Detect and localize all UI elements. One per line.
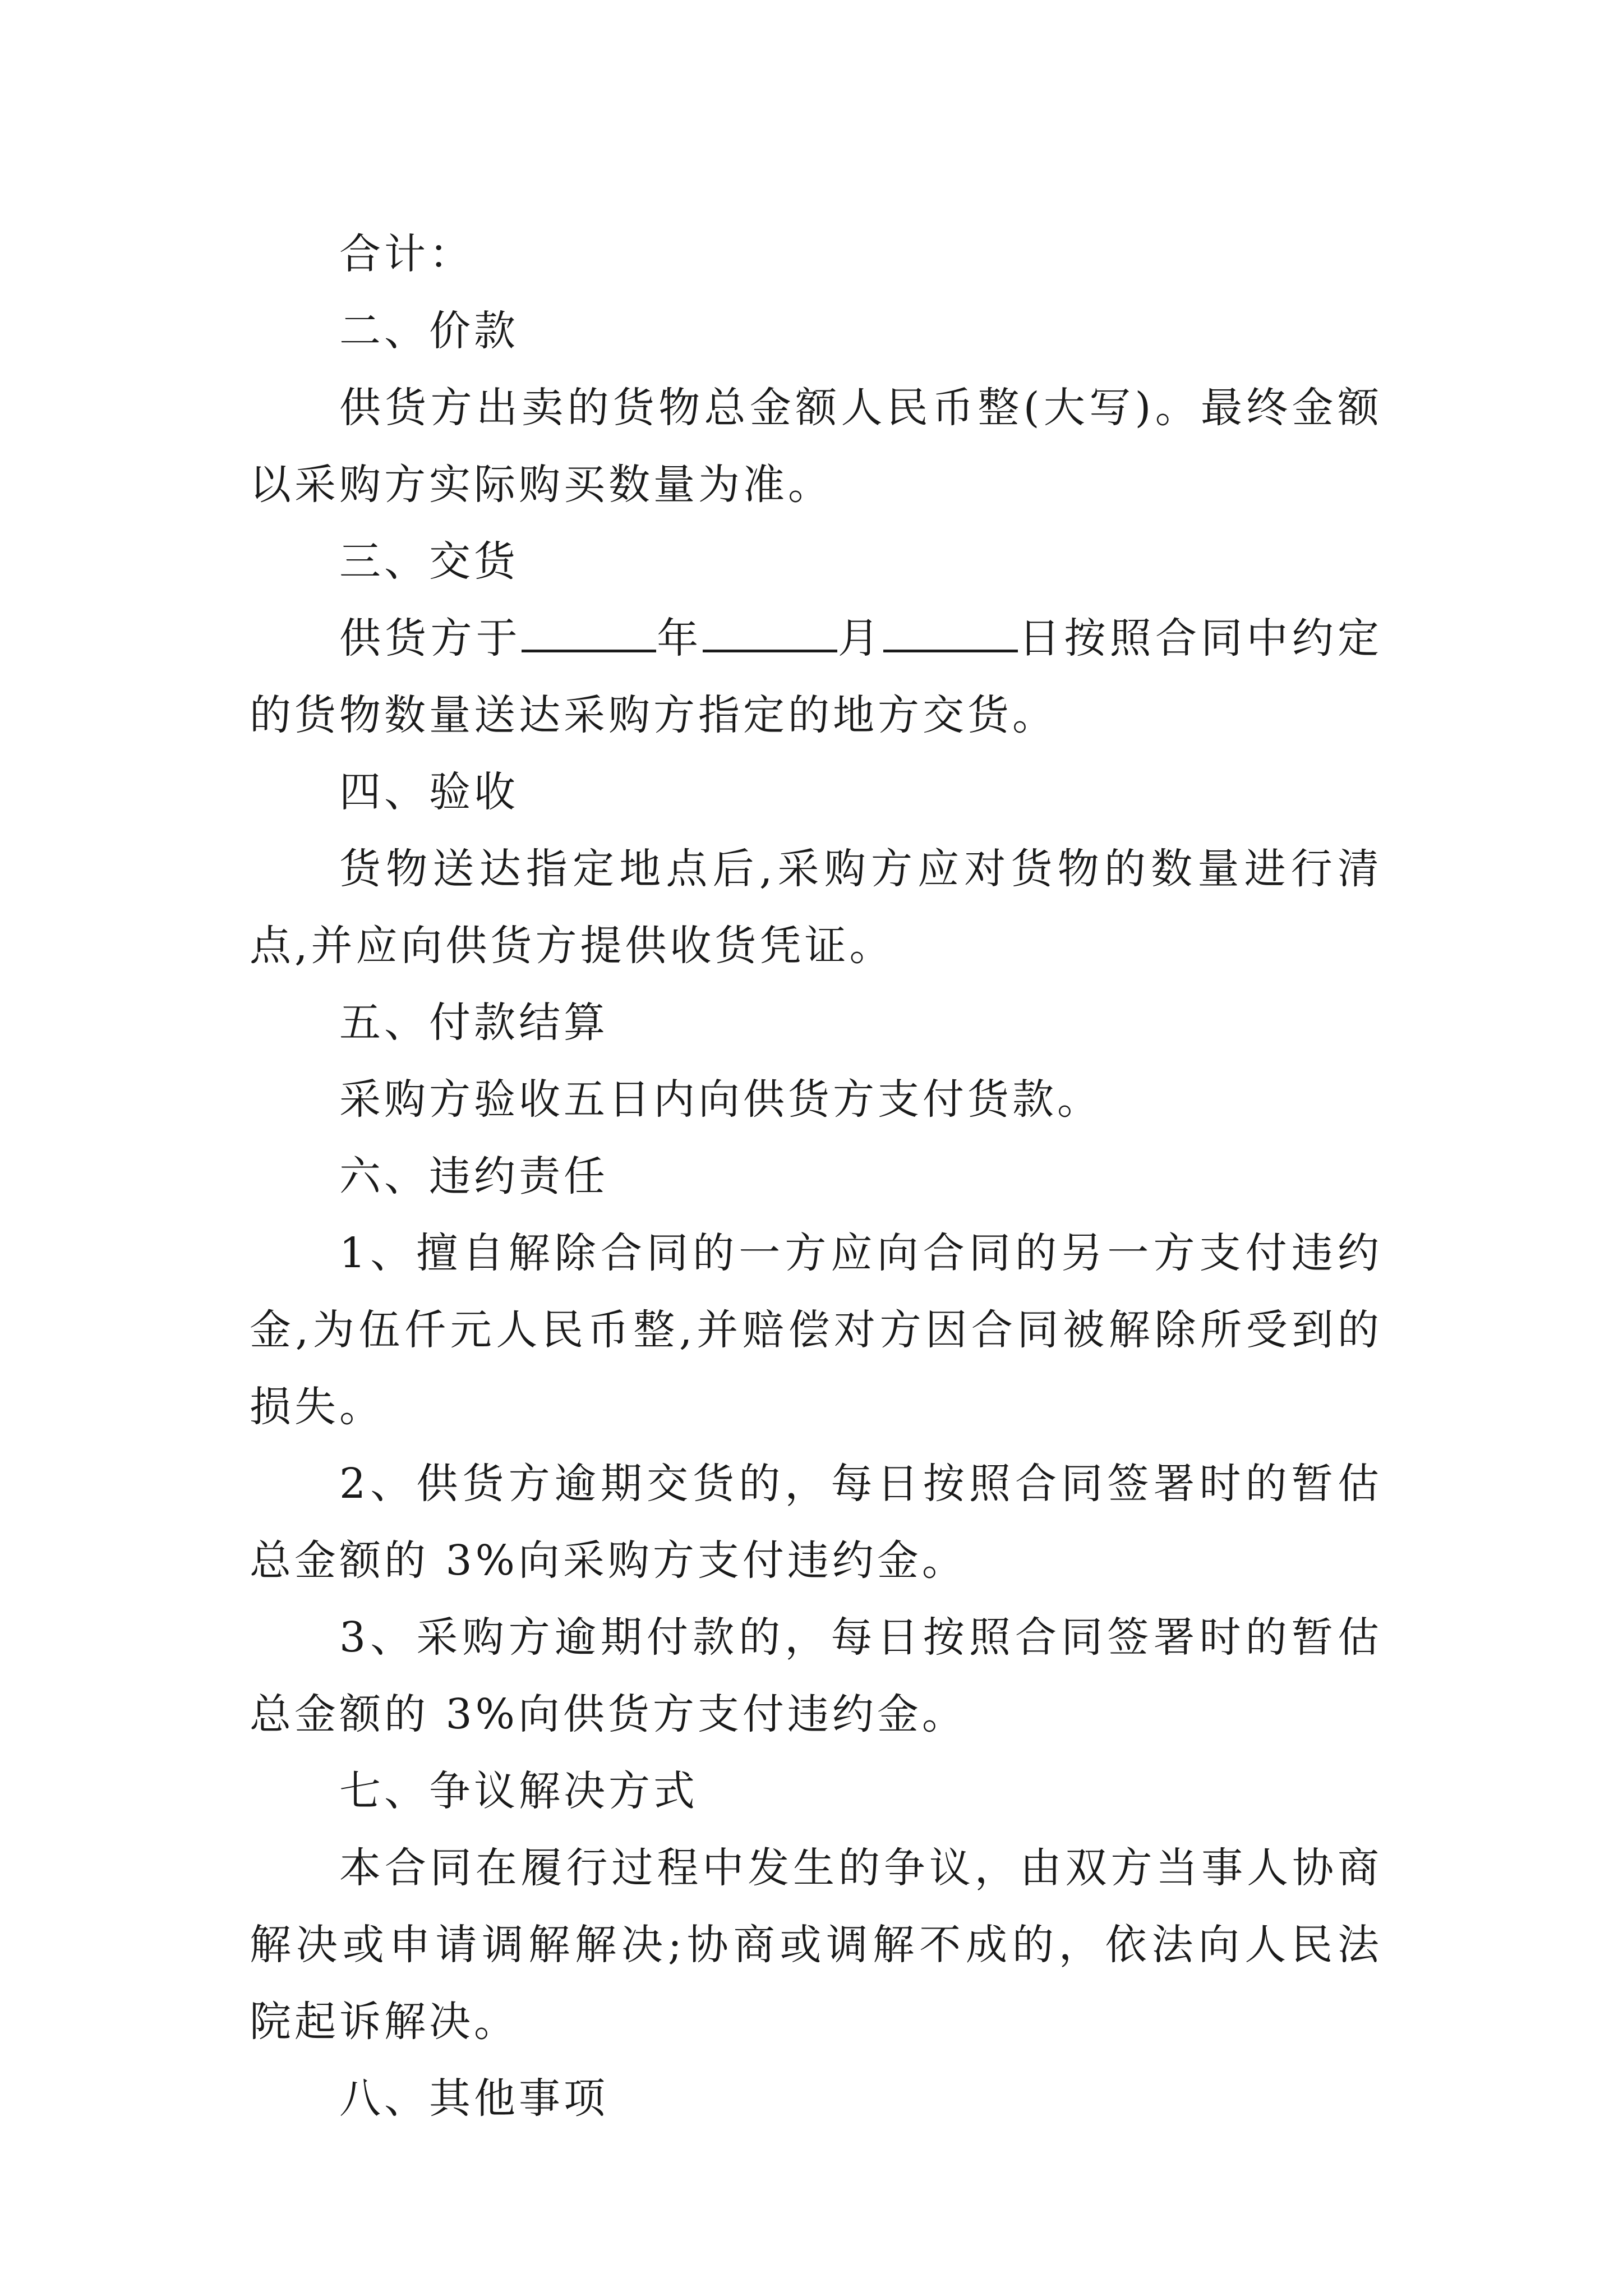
section-body-dispute: 本合同在履行过程中发生的争议，由双方当事人协商解决或申请调解解决;协商或调解不成的，依法向人民法院起诉解决。 — [250, 1844, 1382, 2046]
section-heading-delivery: 三、交货 — [339, 537, 519, 586]
year-blank — [522, 616, 656, 652]
liability-item-3: 3、采购方逾期付款的，每日按照合同签署时的暂估总金额的 3%向供货方支付违约金。 — [250, 1613, 1382, 1738]
section-heading-payment: 五、付款结算 — [339, 999, 608, 1047]
section-heading-liability: 六、违约责任 — [339, 1152, 608, 1200]
section-body-price: 供货方出卖的货物总金额人民币整(大写)。最终金额以采购方实际购买数量为准。 — [250, 384, 1382, 509]
year-label: 年 — [656, 614, 703, 662]
delivery-text-start: 供货方于 — [339, 614, 522, 662]
total-label: 合计： — [339, 230, 474, 278]
section-body-acceptance: 货物送达指定地点后,采购方应对货物的数量进行清点,并应向供货方提供收货凭证。 — [250, 845, 1382, 970]
day-blank — [883, 616, 1018, 652]
section-heading-other: 八、其他事项 — [339, 2074, 608, 2123]
section-heading-acceptance: 四、验收 — [339, 768, 519, 816]
month-label: 月 — [837, 614, 883, 662]
delivery-text-end: 日按照合同中约定的货物数量送达采购方指定的地方交货。 — [250, 614, 1382, 739]
liability-item-2: 2、供货方逾期交货的，每日按照合同签署时的暂估总金额的 3%向采购方支付违约金。 — [250, 1460, 1382, 1585]
liability-item-1: 1、擅自解除合同的一方应向合同的另一方支付违约金,为伍仟元人民币整,并赔偿对方因合同被解除所受到的损失。 — [250, 1229, 1382, 1431]
document-body — [250, 216, 1382, 2137]
section-body-payment: 采购方验收五日内向供货方支付货款。 — [339, 1075, 1102, 1124]
month-blank — [703, 616, 837, 652]
section-heading-dispute: 七、争议解决方式 — [339, 1767, 698, 1815]
section-body-delivery — [250, 600, 1382, 754]
section-heading-price: 二、价款 — [339, 307, 519, 355]
